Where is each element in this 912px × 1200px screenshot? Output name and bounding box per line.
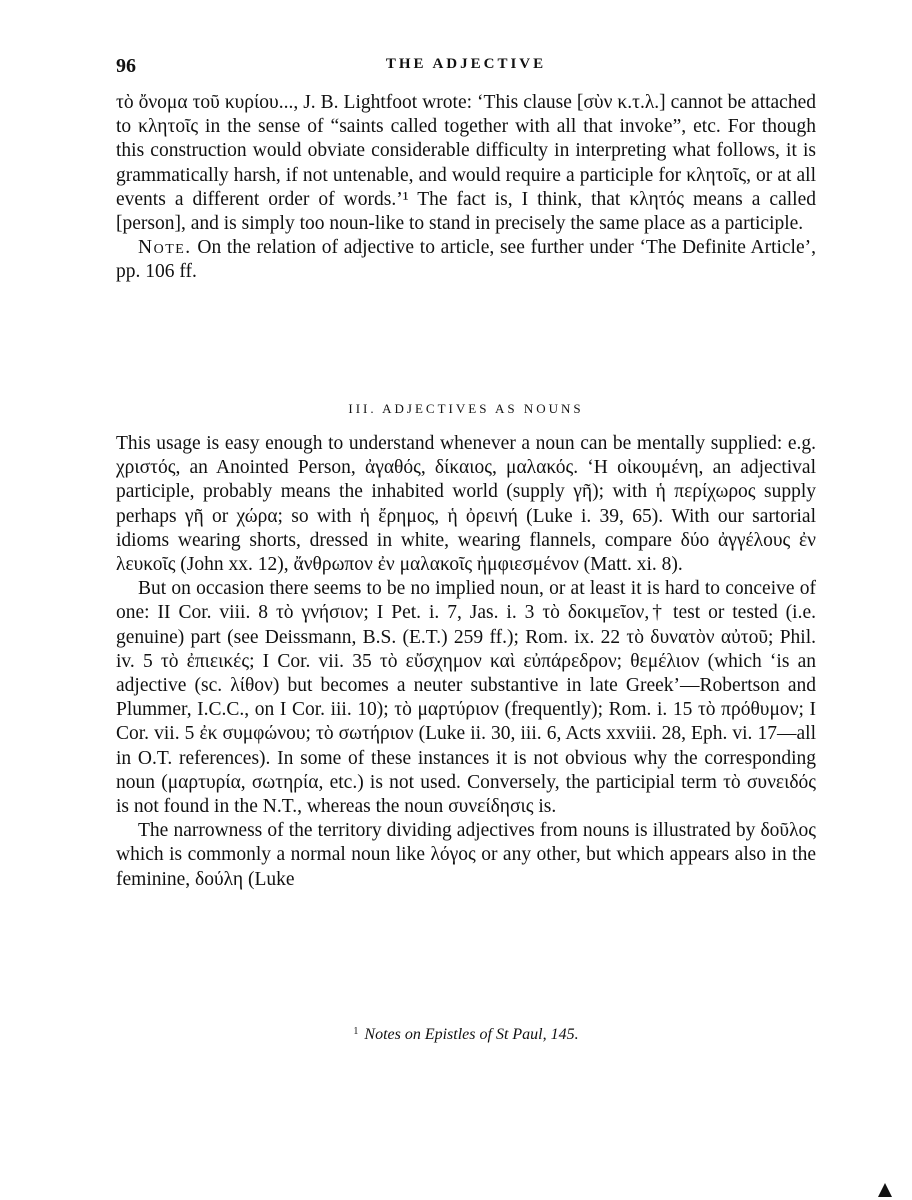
footnote <box>116 1026 816 1044</box>
continued-paragraph: τὸ ὄνομα τοῦ κυρίου..., J. B. Lightfoot wrote: ‘This clause [σὺν κ.τ.λ.] cannot be attached to κλητοῖς in the sense of “saints called together with all that invoke”, etc. For though this construction would obviate considerable difficulty in interpreting what follows, it is grammatically harsh, if not untenable, and would require a participle for κλητοῖς, or at all events a different order of words.’¹ The fact is, I think, that κλητός means a called [person], and is simply too noun-like to stand in precisely the same place as a participle. <box>116 92 816 235</box>
body-paragraph-2: But on occasion there seems to be no implied noun, or at least it is hard to conceive of one: II Cor. viii. 8 τὸ γνήσιον; I Pet. i. 7, Jas. i. 3 τὸ δοκιμεῖον,† test or tested (i.e. genuine) part (see Deissmann, B.S. (E.T.) 259 ff.); Rom. ix. 22 τὸ δυνατὸν αὐτοῦ; Phil. iv. 5 τὸ ἐπιεικές; I Cor. vii. 35 τὸ εὔσχημον καὶ εὐπάρεδρον; θεμέλιον (which ‘is an adjective (sc. λίθον) but becomes a neuter substantive in late Greek’—Robertson and Plummer, I.C.C., on I Cor. iii. 10); τὸ μαρτύριον (frequently); Rom. i. 15 τὸ πρόθυμον; I Cor. vii. 5 ἐκ συμφώνου; τὸ σωτήριον (Luke ii. 30, iii. 6, Acts xxviii. 28, Eph. vi. 17—all in O.T. references). In some of these instances it is not obvious why the corresponding noun (μαρτυρία, σωτηρία, etc.) is not used. Conversely, the participial term τὸ συνειδός is not found in the N.T., whereas the noun συνείδησις is. <box>116 578 816 818</box>
section-body <box>116 432 816 892</box>
page-corner-arrow-icon <box>878 1183 892 1197</box>
body-paragraph-3: The narrowness of the territory dividing adjectives from nouns is illustrated by δοῦλος which is commonly a normal noun like λόγος or any other, but which appears also in the feminine, δούλη (Luke <box>116 820 816 890</box>
note-paragraph <box>116 236 816 284</box>
footnote-text: Notes on Epistles of St Paul, 145. <box>364 1026 579 1043</box>
page-number: 96 <box>116 55 136 77</box>
body-paragraph-1: This usage is easy enough to understand whenever a noun can be mentally supplied: e.g. χριστός, an Anointed Person, ἀγαθός, δίκαιος, μαλακός. ‘Η οἰκουμένη, an adjectival participle, probably means the inhabited world (supply γῆ); with ἡ περίχωρος supply perhaps γῆ or χώρα; so with ἡ ἔρημος, ἡ ὀρεινή (Luke i. 39, 65). With our sartorial idioms wearing shorts, dressed in white, wearing flannels, compare δύο ἀγγέλους ἐν λευκοῖς (John xx. 12), ἄνθρωπον ἐν μαλακοῖς ἠμφιεσμένον (Matt. xi. 8). <box>116 433 816 576</box>
note-text: On the relation of adjective to article, see further under ‘The Definite Article’, pp. 106 ff. <box>116 237 816 283</box>
running-head <box>116 55 816 81</box>
section-heading: III. ADJECTIVES AS NOUNS <box>348 401 584 416</box>
note-label: Note. <box>138 237 192 259</box>
running-title: THE ADJECTIVE <box>385 56 547 72</box>
footnote-mark: 1 <box>353 1026 359 1037</box>
continued-text-block <box>116 91 816 285</box>
